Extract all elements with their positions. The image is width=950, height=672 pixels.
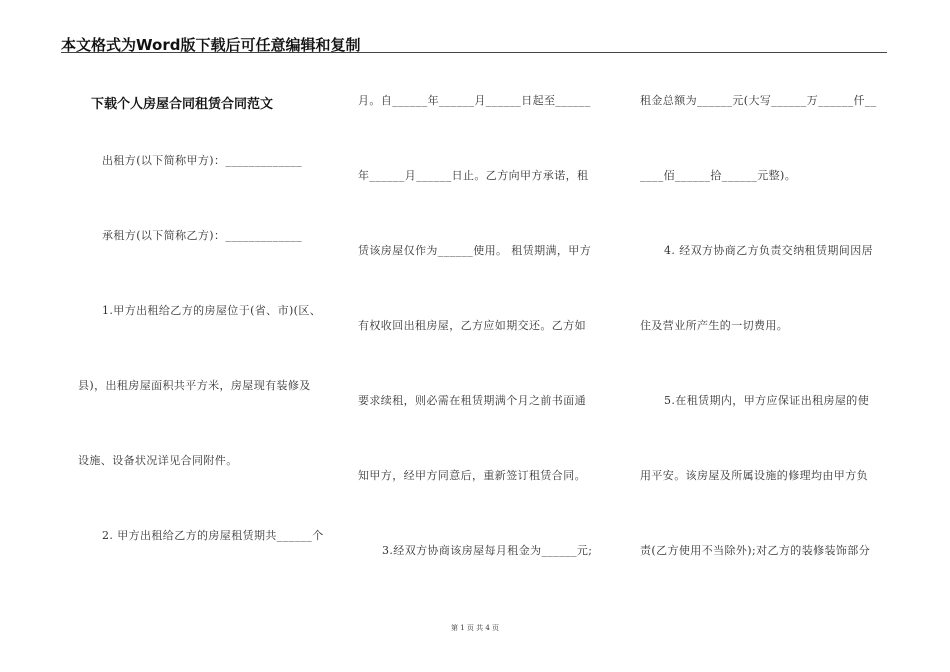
text-line: 责(乙方使用不当除外);对乙方的装修装饰部分: [640, 544, 871, 557]
text-line: 2. 甲方出租给乙方的房屋租赁期共______个: [102, 529, 324, 542]
text-line: 知甲方，经甲方同意后，重新签订租赁合同。: [358, 469, 586, 482]
text-line: ____佰______拾______元整)。: [640, 169, 797, 182]
text-line: 赁该房屋仅作为______使用。 租赁期满，甲方: [358, 244, 592, 257]
text-line: 要求续租，则必需在租赁期满个月之前书面通: [358, 394, 586, 407]
text-line: 承租方(以下简称乙方)：_____________: [102, 229, 303, 242]
text-line: 4. 经双方协商乙方负责交纳租赁期间因居: [664, 244, 873, 257]
text-line: 用平安。该房屋及所属设施的修理均由甲方负: [640, 469, 868, 482]
text-line: 县)，出租房屋面积共平方米，房屋现有装修及: [78, 379, 311, 392]
page-number: 第 1 页 共 4 页: [450, 624, 500, 632]
text-line: 月。自______年______月______日起至______: [358, 94, 591, 107]
text-line: 有权收回出租房屋，乙方应如期交还。乙方如: [358, 319, 586, 332]
text-line: 住及营业所产生的一切费用。: [640, 319, 789, 332]
page-header: 本文格式为Word版下载后可任意编辑和复制: [61, 36, 361, 54]
text-line: 年______月______日止。乙方向甲方承诺，租: [358, 169, 589, 182]
text-line: 1.甲方出租给乙方的房屋位于(省、市)(区、: [102, 304, 322, 317]
text-line: 出租方(以下简称甲方)：_____________: [102, 154, 303, 167]
text-line: 5.在租赁期内，甲方应保证出租房屋的使: [664, 394, 870, 407]
text-line: 设施、设备状况详见合同附件。: [78, 454, 238, 467]
document-title: 下载个人房屋合同租赁合同范文: [91, 97, 274, 112]
text-line: 3.经双方协商该房屋每月租金为______元;: [382, 544, 593, 557]
text-line: 租金总额为______元(大写______万______仟__: [640, 94, 877, 107]
header-divider: [61, 52, 887, 53]
